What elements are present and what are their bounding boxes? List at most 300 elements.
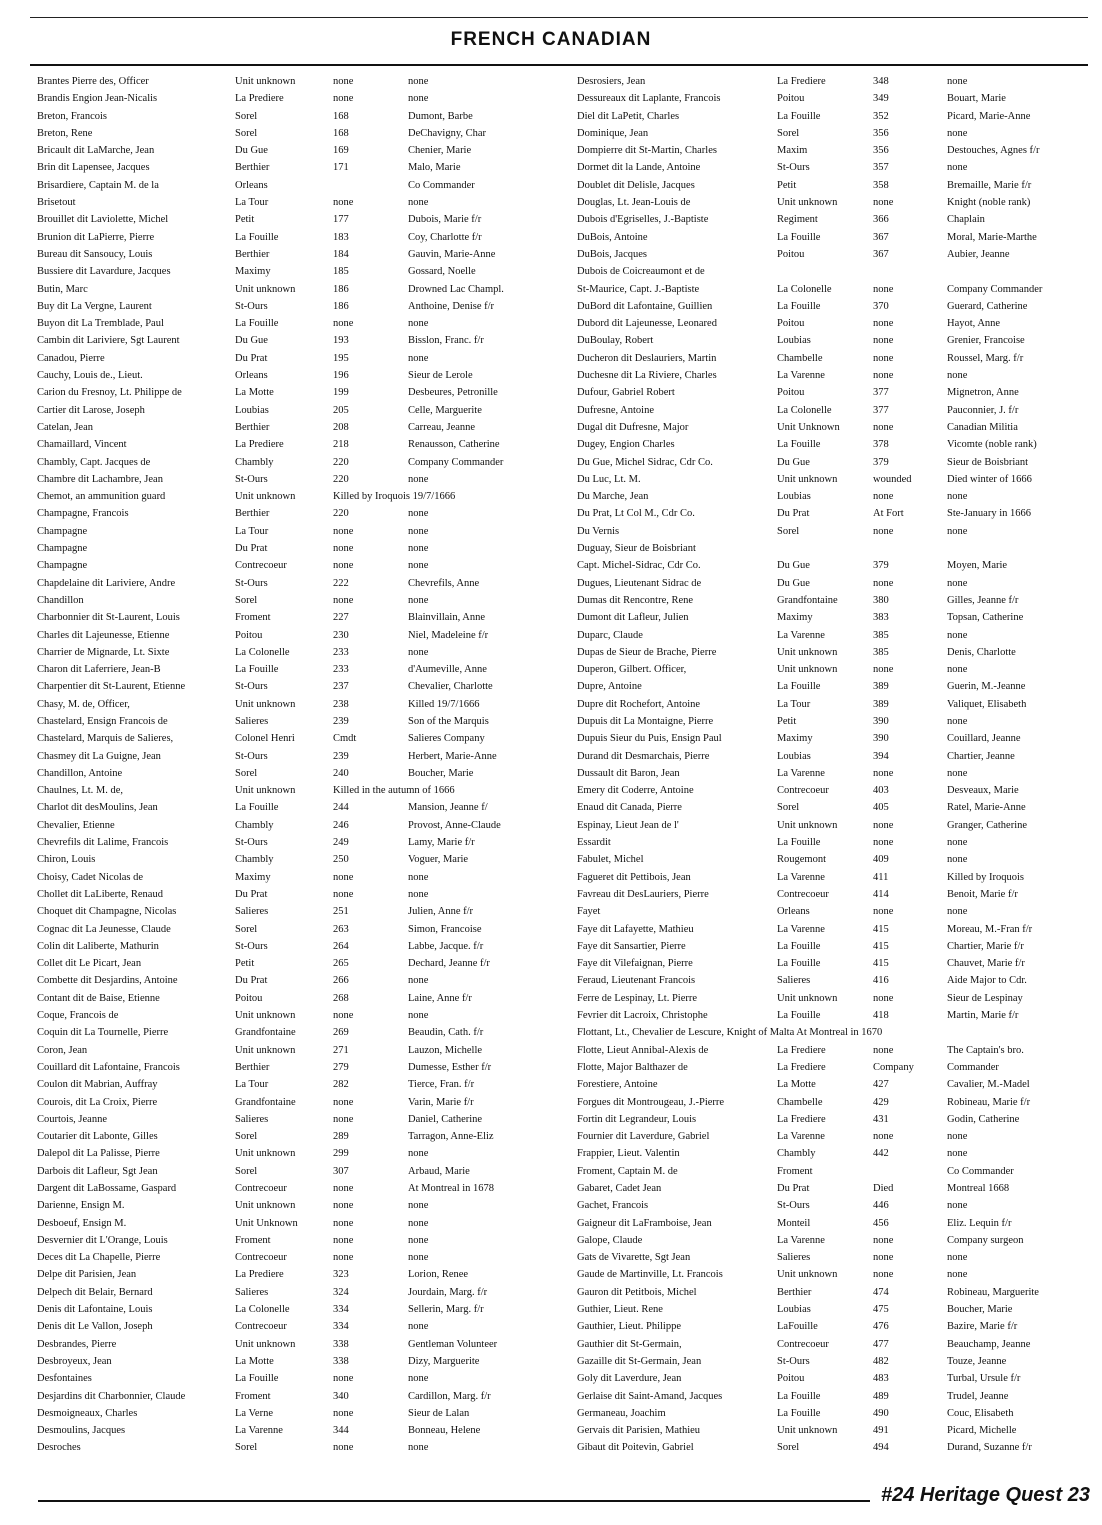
company-cell: La Fouille (777, 231, 821, 243)
name-cell: Darbois dit Lafleur, Sgt Jean (37, 1165, 158, 1177)
company-cell: Contrecoeur (235, 1321, 287, 1333)
number-cell: none (333, 93, 354, 105)
spouse-cell: none (947, 76, 968, 87)
name-cell: Galope, Claude (577, 1234, 643, 1246)
spouse-cell: Chevalier, Charlotte (408, 681, 493, 693)
table-row (37, 1215, 567, 1232)
name-cell: Gauthier dit St-Germain, (577, 1338, 682, 1350)
name-cell: Faye dit Lafayette, Mathieu (577, 923, 694, 935)
table-row (577, 886, 1077, 903)
number-cell: 409 (873, 854, 889, 866)
table-row (37, 73, 567, 90)
name-cell: Coque, Francois de (37, 1010, 119, 1022)
table-row (577, 990, 1077, 1007)
name-cell: Gaigneur dit LaFramboise, Jean (577, 1217, 712, 1229)
name-cell: Chevrefils dit Lalime, Francois (37, 837, 169, 849)
company-cell: St-Ours (235, 300, 268, 312)
company-cell: La Motte (235, 387, 274, 399)
table-row (37, 454, 567, 471)
name-cell: Champagne (37, 525, 88, 537)
number-cell: none (333, 197, 354, 209)
spouse-cell: Julien, Anne f/r (408, 906, 474, 918)
table-row (577, 1405, 1077, 1422)
company-cell: Unit unknown (235, 1044, 296, 1056)
number-cell: 184 (333, 248, 349, 260)
name-cell: Denis dit Lafontaine, Louis (37, 1304, 153, 1316)
name-cell: Fabulet, Michel (577, 854, 644, 866)
company-cell: Maximy (777, 612, 813, 624)
name-cell: Breton, Rene (37, 127, 93, 139)
spouse-cell: Jourdain, Marg. f/r (408, 1286, 488, 1298)
spouse-cell: Boucher, Marie (408, 767, 474, 779)
spouse-cell: Gauvin, Marie-Anne (408, 248, 496, 260)
table-row (577, 817, 1077, 834)
company-cell: La Motte (777, 1079, 816, 1091)
company-cell: La Frediere (777, 76, 826, 87)
name-cell: Germaneau, Joachim (577, 1407, 666, 1419)
table-row (577, 972, 1077, 989)
spouse-cell: Topsan, Catherine (947, 612, 1024, 624)
company-cell: Unit unknown (235, 1338, 296, 1350)
name-cell: Frappier, Lieut. Valentin (577, 1148, 680, 1160)
spouse-cell: Canadian Militia (947, 421, 1018, 433)
company-cell: La Tour (777, 698, 811, 710)
name-cell: Dussault dit Baron, Jean (577, 767, 680, 779)
spouse-cell: Cardillon, Marg. f/r (408, 1390, 491, 1402)
company-cell: La Fouille (235, 802, 279, 814)
table-row (577, 229, 1077, 246)
name-cell: Favreau dit DesLauriers, Pierre (577, 888, 709, 900)
spouse-cell: Killed 19/7/1666 (408, 698, 480, 710)
name-cell: Dubois d'Egriselles, J.-Baptiste (577, 214, 709, 226)
table-row (577, 1388, 1077, 1405)
name-cell: Forestiere, Antoine (577, 1079, 658, 1091)
table-row (577, 246, 1077, 263)
number-cell: 383 (873, 612, 889, 624)
name-cell: Darienne, Ensign M. (37, 1200, 125, 1212)
table-row (577, 1076, 1077, 1093)
number-cell: 380 (873, 594, 889, 606)
company-cell: Sorel (777, 802, 800, 814)
company-cell: Monteil (777, 1217, 811, 1229)
table-row (577, 1439, 1077, 1456)
spouse-cell: none (947, 370, 968, 382)
table-row (37, 1318, 567, 1335)
spouse-cell: Bouart, Marie (947, 93, 1006, 105)
spouse-cell: Guerin, M.-Jeanne (947, 681, 1026, 693)
name-cell: Dompierre dit St-Martin, Charles (577, 145, 717, 157)
table-row (577, 315, 1077, 332)
spouse-cell: Co Commander (408, 179, 475, 191)
number-cell: 250 (333, 854, 349, 866)
company-cell: Contrecoeur (235, 1183, 287, 1194)
company-cell: La Fouille (777, 837, 821, 849)
table-row (577, 1370, 1077, 1387)
number-cell: 405 (873, 802, 889, 814)
number-cell: none (333, 871, 354, 883)
company-cell: Unit unknown (777, 1425, 838, 1437)
company-cell: Poitou (777, 248, 805, 260)
company-cell: Petit (235, 958, 255, 970)
table-row (37, 609, 567, 626)
number-cell: 269 (333, 1027, 349, 1039)
number-cell: 377 (873, 387, 889, 399)
table-row (577, 419, 1077, 436)
spouse-cell: Mignetron, Anne (947, 387, 1019, 399)
spouse-cell: Ste-January in 1666 (947, 508, 1031, 520)
number-cell: 186 (333, 283, 349, 295)
name-cell: Charlot dit desMoulins, Jean (37, 802, 158, 814)
number-cell: 482 (873, 1355, 889, 1367)
name-cell: Espinay, Lieut Jean de l' (577, 819, 679, 831)
spouse-cell: Commander (947, 1061, 999, 1073)
company-cell: Maximy (235, 266, 271, 278)
name-cell: Du Luc, Lt. M. (577, 473, 641, 485)
number-cell: 233 (333, 646, 349, 658)
number-cell: 356 (873, 127, 889, 139)
number-cell: 240 (333, 767, 349, 779)
spouse-cell: Provost, Anne-Claude (408, 819, 501, 831)
number-cell: 370 (873, 300, 889, 312)
name-cell: Durand dit Desmarchais, Pierre (577, 750, 710, 762)
company-cell: St-Ours (235, 750, 268, 762)
name-cell: Canadou, Pierre (37, 352, 105, 364)
spouse-cell: Desbeures, Petronille (408, 387, 498, 399)
company-cell: Rougemont (777, 854, 826, 866)
company-cell: Unit unknown (777, 1269, 838, 1281)
name-cell: Champagne (37, 560, 88, 572)
number-cell: 366 (873, 214, 889, 226)
company-cell: Petit (777, 715, 797, 727)
name-cell: St-Maurice, Capt. J.-Baptiste (577, 283, 700, 295)
company-cell: La Frediere (777, 1044, 826, 1056)
name-cell: Dugey, Engion Charles (577, 439, 675, 451)
table-row (577, 108, 1077, 125)
table-row (37, 1336, 567, 1353)
name-cell: Cartier dit Larose, Joseph (37, 404, 145, 416)
company-cell: Unit unknown (235, 283, 296, 295)
name-cell: Brisardiere, Captain M. de la (37, 179, 159, 191)
company-cell: Unit unknown (235, 698, 296, 710)
company-cell: Poitou (777, 387, 805, 399)
number-cell: none (333, 1217, 354, 1229)
table-row (37, 1197, 567, 1214)
number-cell: 414 (873, 888, 889, 900)
table-row (577, 350, 1077, 367)
company-cell: Regiment (777, 214, 818, 226)
company-cell: Chambly (235, 456, 274, 468)
company-cell: Maximy (777, 733, 813, 745)
name-cell: Dugues, Lieutenant Sidrac de (577, 577, 702, 589)
spouse-cell: Touze, Jeanne (947, 1355, 1007, 1367)
number-cell: none (873, 577, 894, 589)
spouse-cell: Voguer, Marie (408, 854, 469, 866)
number-cell: 266 (333, 975, 349, 987)
number-cell: 307 (333, 1165, 349, 1177)
company-cell: St-Ours (777, 1200, 810, 1212)
table-row (577, 903, 1077, 920)
name-cell: Brisetout (37, 197, 76, 209)
spouse-cell: none (408, 1442, 429, 1454)
company-cell: St-Ours (777, 162, 810, 174)
spouse-cell: Moral, Marie-Marthe (947, 231, 1037, 243)
table-row (37, 1145, 567, 1162)
name-cell: Duguay, Sieur de Boisbriant (577, 543, 696, 555)
table-row (577, 488, 1077, 505)
spouse-cell: Bonneau, Helene (408, 1425, 481, 1437)
number-cell: 385 (873, 629, 889, 641)
name-cell: Brandis Engion Jean-Nicalis (37, 93, 158, 105)
name-cell: Dumont dit Lafleur, Julien (577, 612, 689, 624)
company-cell: Froment (777, 1165, 813, 1177)
company-cell: Chambelle (777, 352, 823, 364)
table-row (577, 1024, 1077, 1041)
table-row (577, 678, 1077, 695)
number-cell: 195 (333, 352, 349, 364)
number-cell: none (333, 318, 354, 330)
name-cell: Bussiere dit Lavardure, Jacques (37, 266, 171, 278)
spouse-cell: Simon, Francoise (408, 923, 482, 935)
number-cell: 352 (873, 110, 889, 122)
name-cell: Flotte, Lieut Annibal-Alexis de (577, 1044, 709, 1056)
number-cell: 378 (873, 439, 889, 451)
name-cell: Dufour, Gabriel Robert (577, 387, 675, 399)
company-cell: La Colonelle (777, 404, 832, 416)
number-cell: none (333, 1096, 354, 1108)
company-cell: La Varenne (777, 1234, 825, 1246)
table-row (577, 90, 1077, 107)
name-cell: Chollet dit LaLiberte, Renaud (37, 888, 163, 900)
table-row (37, 1405, 567, 1422)
name-cell: Desfontaines (37, 1373, 92, 1385)
number-cell: 385 (873, 646, 889, 658)
spouse-cell: Anthoine, Denise f/r (408, 300, 495, 312)
name-cell: Gerlaise dit Saint-Amand, Jacques (577, 1390, 723, 1402)
table-row (37, 851, 567, 868)
name-cell: Dubois de Coicreaumont et de (577, 266, 705, 278)
number-cell: none (873, 664, 894, 676)
name-cell: Couillard dit Lafontaine, Francois (37, 1061, 180, 1073)
company-cell: Du Prat (235, 888, 268, 900)
company-cell: St-Ours (235, 940, 268, 952)
table-row (37, 1370, 567, 1387)
spouse-cell: none (408, 318, 429, 330)
table-row (577, 540, 1077, 557)
company-cell: La Fouille (235, 318, 279, 330)
table-row (577, 332, 1077, 349)
company-cell: St-Ours (235, 681, 268, 693)
table-row (577, 1059, 1077, 1076)
name-cell: Desjardins dit Charbonnier, Claude (37, 1390, 186, 1402)
name-cell: Chandillon (37, 594, 84, 606)
table-row (577, 661, 1077, 678)
table-row (37, 575, 567, 592)
company-cell: Unit unknown (777, 473, 838, 485)
spouse-cell: Blainvillain, Anne (408, 612, 485, 624)
table-row (577, 211, 1077, 228)
company-cell: Salieres (235, 1286, 269, 1298)
company-cell: La Fouille (777, 110, 821, 122)
spouse-cell: Company Commander (947, 283, 1043, 295)
table-row (37, 592, 567, 609)
spouse-cell: none (408, 1321, 429, 1333)
table-row (577, 644, 1077, 661)
company-cell: Salieres (777, 1252, 811, 1264)
table-row (37, 159, 567, 176)
table-row (37, 869, 567, 886)
name-cell: Dalepol dit La Palisse, Pierre (37, 1148, 160, 1160)
company-cell: Maximy (235, 871, 271, 883)
company-cell: La Fouille (777, 1390, 821, 1402)
company-cell: Salieres (235, 906, 269, 918)
left-column-list (37, 73, 567, 1457)
name-cell: Ferre de Lespinay, Lt. Pierre (577, 992, 698, 1004)
number-cell: 446 (873, 1200, 889, 1212)
spouse-cell: Desveaux, Marie (947, 785, 1019, 797)
name-cell: Gervais dit Parisien, Mathieu (577, 1425, 701, 1437)
number-cell: 227 (333, 612, 349, 624)
spouse-cell: none (408, 543, 429, 555)
name-cell: Breton, Francois (37, 110, 107, 122)
spouse-cell: Robineau, Marguerite (947, 1286, 1039, 1298)
company-cell: Du Prat (777, 508, 810, 520)
name-cell: Chemot, an ammunition guard (37, 491, 166, 503)
table-row (37, 903, 567, 920)
table-row (37, 332, 567, 349)
spouse-cell: Chenier, Marie (408, 145, 472, 157)
name-cell: Gabaret, Cadet Jean (577, 1183, 662, 1194)
table-row (577, 765, 1077, 782)
number-cell: 177 (333, 214, 349, 226)
company-cell: Berthier (235, 1061, 270, 1073)
table-row (577, 799, 1077, 816)
company-cell: Contrecoeur (777, 1338, 829, 1350)
company-cell: Du Prat (777, 1183, 810, 1194)
company-cell: Du Gue (777, 577, 810, 589)
table-row (577, 125, 1077, 142)
company-cell: Sorel (235, 1131, 258, 1143)
spouse-cell: Killed by Iroquois (947, 871, 1024, 883)
company-cell: La Frediere (777, 1113, 826, 1125)
number-cell: wounded (873, 473, 912, 485)
spouse-cell: Son of the Marquis (408, 715, 489, 727)
table-row (37, 1007, 567, 1024)
number-cell: none (873, 767, 894, 779)
name-cell: Buy dit La Vergne, Laurent (37, 300, 152, 312)
name-cell: Catelan, Jean (37, 421, 93, 433)
number-cell: 239 (333, 750, 349, 762)
number-cell: none (873, 992, 894, 1004)
company-cell: La Fouille (777, 300, 821, 312)
number-cell: 411 (873, 871, 889, 883)
company-cell: Berthier (235, 162, 270, 174)
number-cell: 299 (333, 1148, 349, 1160)
number-cell: none (333, 560, 354, 572)
company-cell: Sorel (777, 1442, 800, 1454)
number-cell: 349 (873, 93, 889, 105)
number-cell: 416 (873, 975, 889, 987)
spouse-cell: Destouches, Agnes f/r (947, 145, 1040, 157)
table-row (577, 177, 1077, 194)
name-cell: Chiron, Louis (37, 854, 96, 866)
name-cell: Chastelard, Marquis de Salieres, (37, 733, 174, 745)
table-row (577, 159, 1077, 176)
spouse-cell: none (947, 837, 968, 849)
company-cell: La Fouille (777, 940, 821, 952)
company-cell: La Fouille (235, 664, 279, 676)
company-cell: La Fouille (777, 958, 821, 970)
page-title: FRENCH CANADIAN (450, 29, 652, 50)
table-row (37, 1439, 567, 1456)
table-row (37, 799, 567, 816)
number-cell: 282 (333, 1079, 349, 1091)
spouse-cell: Guerard, Catherine (947, 300, 1028, 312)
spouse-cell: none (408, 1234, 429, 1246)
company-cell: Salieres (777, 975, 811, 987)
number-cell: 218 (333, 439, 349, 451)
number-cell: 205 (333, 404, 349, 416)
name-cell: Chaulnes, Lt. M. de, (37, 785, 124, 797)
number-cell: none (333, 1373, 354, 1385)
name-cell: Dufresne, Antoine (577, 404, 654, 416)
number-cell: none (333, 1234, 354, 1246)
number-cell: 263 (333, 923, 349, 935)
company-cell: Salieres (235, 715, 269, 727)
number-cell: 490 (873, 1407, 889, 1419)
name-cell: Gauron dit Petitbois, Michel (577, 1286, 697, 1298)
company-cell: Grandfontaine (235, 1096, 296, 1108)
number-cell: 246 (333, 819, 349, 831)
spouse-cell: Pauconnier, J. f/r (947, 404, 1019, 416)
name-cell: Faye dit Sansartier, Pierre (577, 940, 686, 952)
table-row (577, 592, 1077, 609)
table-row (37, 1128, 567, 1145)
name-cell: Contant dit de Baise, Etienne (37, 992, 160, 1004)
number-cell: 220 (333, 508, 349, 520)
name-cell: Butin, Marc (37, 283, 88, 295)
header-rule (30, 64, 1088, 66)
number-cell: 244 (333, 802, 349, 814)
spouse-cell: Sieur de Lalan (408, 1407, 470, 1419)
spouse-cell: none (408, 1200, 429, 1212)
spouse-cell: none (947, 767, 968, 779)
table-row (37, 1422, 567, 1439)
spouse-cell: Picard, Marie-Anne (947, 110, 1031, 122)
number-cell: none (333, 1442, 354, 1454)
spouse-cell: none (408, 560, 429, 572)
number-cell: 338 (333, 1355, 349, 1367)
number-cell: none (873, 283, 894, 295)
spouse-cell: Chaplain (947, 214, 985, 226)
table-row (577, 575, 1077, 592)
number-cell: 456 (873, 1217, 889, 1229)
number-cell: 489 (873, 1390, 889, 1402)
name-cell: Dupre, Antoine (577, 681, 642, 693)
spouse-cell: Sieur de Boisbriant (947, 456, 1029, 468)
number-cell: none (333, 594, 354, 606)
table-row (37, 678, 567, 695)
number-cell: 494 (873, 1442, 889, 1454)
name-cell: Charrier de Mignarde, Lt. Sixte (37, 646, 170, 658)
spouse-cell: none (408, 646, 429, 658)
name-cell: Emery dit Coderre, Antoine (577, 785, 694, 797)
number-cell: 390 (873, 733, 889, 745)
number-cell: none (873, 1234, 894, 1246)
spouse-cell: Dumont, Barbe (408, 110, 473, 122)
company-cell: Sorel (235, 110, 258, 122)
name-cell: Cambin dit Lariviere, Sgt Laurent (37, 335, 180, 347)
right-column-list (577, 73, 1077, 1457)
